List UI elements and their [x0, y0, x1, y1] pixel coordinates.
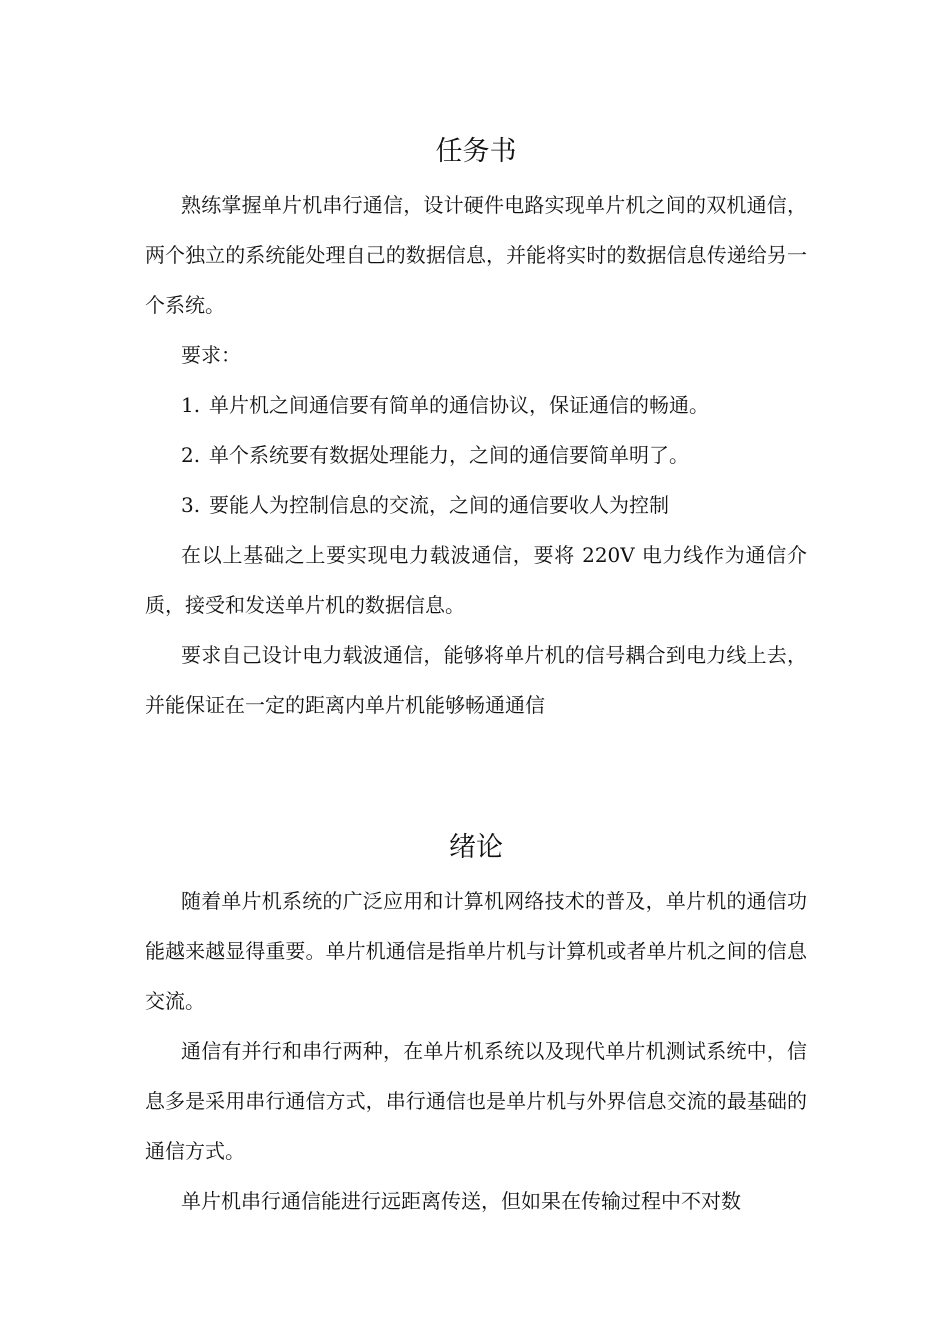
- task-intro-paragraph: 熟练掌握单片机串行通信，设计硬件电路实现单片机之间的双机通信，两个独立的系统能处理自己的数据信息，并能将实时的数据信息传递给另一个系统。: [145, 193, 807, 317]
- requirement-number: 3.: [181, 493, 201, 517]
- task-section: [145, 130, 807, 730]
- requirements-label: 要求：: [181, 343, 241, 367]
- design-paragraph: 要求自己设计电力载波通信，能够将单片机的信号耦合到电力线上去，并能保证在一定的距离内单片机能够畅通通信: [145, 643, 807, 717]
- requirement-item-2: [145, 430, 807, 480]
- requirement-item-3: [145, 480, 807, 530]
- requirement-item-1: [145, 380, 807, 430]
- introduction-section: [145, 826, 807, 1226]
- power-line-paragraph: 在以上基础之上要实现电力载波通信，要将 220V 电力线作为通信介质，接受和发送单片机的数据信息。: [145, 543, 807, 617]
- task-title: 任务书: [435, 136, 517, 167]
- requirement-text: 单片机之间通信要有简单的通信协议，保证通信的畅通。: [209, 393, 709, 417]
- introduction-paragraph-3: 单片机串行通信能进行远距离传送，但如果在传输过程中不对数: [181, 1189, 741, 1213]
- introduction-title: 绪论: [449, 832, 503, 863]
- requirement-number: 1.: [181, 393, 201, 417]
- introduction-paragraph-1: 随着单片机系统的广泛应用和计算机网络技术的普及，单片机的通信功能越来越显得重要。单片机通信是指单片机与计算机或者单片机之间的信息交流。: [145, 889, 807, 1013]
- requirement-number: 2.: [181, 443, 201, 467]
- introduction-paragraph-2: 通信有并行和串行两种，在单片机系统以及现代单片机测试系统中，信息多是采用串行通信方式，串行通信也是单片机与外界信息交流的最基础的通信方式。: [145, 1039, 807, 1163]
- requirement-text: 单个系统要有数据处理能力，之间的通信要简单明了。: [209, 443, 689, 467]
- requirement-text: 要能人为控制信息的交流，之间的通信要收人为控制: [209, 493, 669, 517]
